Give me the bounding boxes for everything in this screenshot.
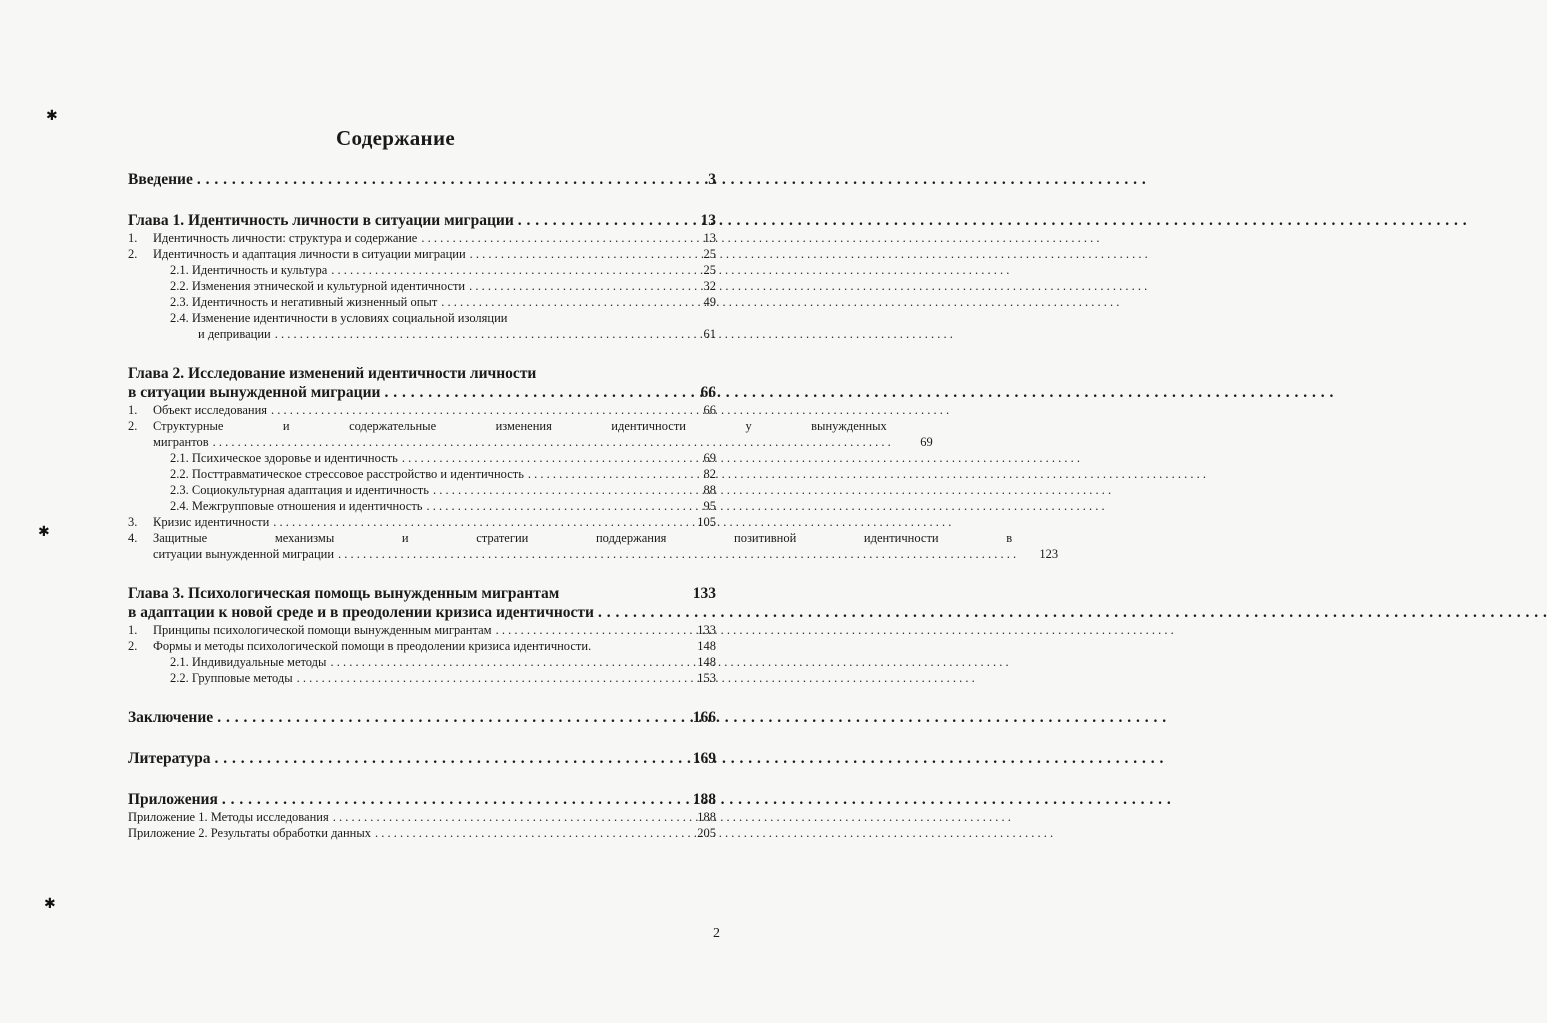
subitem-text: 2.1. Идентичность и культура	[170, 263, 328, 277]
dot-leader	[333, 809, 674, 825]
chapter-2-title-line-2: в ситуации вынужденной миграции	[128, 384, 381, 401]
appendix-item-page: 205	[697, 826, 716, 840]
ink-blot-icon: ✱	[38, 524, 50, 540]
toc-conclusion	[128, 708, 716, 727]
item-number: 1.	[128, 231, 138, 245]
toc-item-multiline	[128, 418, 933, 450]
table-of-contents	[128, 170, 1059, 841]
item-text: Идентичность и адаптация личности в ситуации миграции	[153, 247, 466, 261]
dot-leader	[469, 278, 674, 294]
dot-leader	[197, 170, 672, 189]
toc-appendix-item	[128, 825, 716, 841]
item-page: 25	[703, 247, 716, 261]
dot-leader	[273, 514, 674, 530]
toc-subitem	[128, 450, 716, 466]
subitem-text: 2.1. Психическое здоровье и идентичность	[170, 451, 398, 465]
chapter-2-page: 66	[700, 384, 716, 401]
subitem-page: 153	[697, 671, 716, 685]
toc-intro-label: Введение	[128, 171, 193, 188]
subitem-text: и депривации	[198, 327, 271, 341]
subitem-text: 2.1. Индивидуальные методы	[170, 655, 327, 669]
dot-leader	[330, 654, 674, 670]
item-text: Объект исследования	[153, 403, 268, 417]
toc-intro	[128, 170, 716, 189]
literature-page: 169	[692, 750, 716, 767]
toc-subitem	[128, 310, 716, 326]
toc-item	[128, 638, 716, 654]
chapter-1-page: 13	[700, 212, 716, 229]
subitem-page: 82	[703, 467, 716, 481]
chapter-1-title: Глава 1. Идентичность личности в ситуации миграции	[128, 212, 514, 229]
dot-leader	[375, 825, 674, 841]
subitem-page: 95	[703, 499, 716, 513]
subitem-text: 2.4. Межгрупповые отношения и идентичность	[170, 499, 423, 513]
toc-subitem	[128, 654, 716, 670]
dot-leader	[217, 708, 672, 727]
subitem-text: 2.4. Изменение идентичности в условиях социальной изоляции	[170, 311, 508, 325]
toc-appendix-item	[128, 809, 716, 825]
item-text: Кризис идентичности	[153, 515, 270, 529]
dot-leader	[338, 546, 1016, 562]
conclusion-page: 166	[692, 709, 716, 726]
dot-leader	[421, 230, 674, 246]
literature-label: Литература	[128, 750, 211, 767]
dot-leader	[433, 482, 674, 498]
subitem-page: 61	[703, 327, 716, 341]
toc-subitem	[128, 294, 716, 310]
appendix-item-page: 188	[697, 810, 716, 824]
subitem-page: 25	[703, 263, 716, 277]
dot-leader	[222, 790, 672, 809]
subitem-page: 88	[703, 483, 716, 497]
dot-leader	[214, 749, 672, 768]
item-page: 123	[1039, 547, 1059, 561]
toc-chapter-3	[128, 584, 716, 603]
page-title: Содержание	[336, 126, 455, 150]
subitem-page: 69	[703, 451, 716, 465]
item-page: 66	[703, 403, 716, 417]
dot-leader	[496, 622, 674, 638]
toc-item-multiline	[128, 530, 1059, 562]
chapter-2-title-line-1: Глава 2. Исследование изменений идентичности личности	[128, 365, 537, 382]
subitem-page: 49	[703, 295, 716, 309]
subitem-text: 2.2. Изменения этнической и культурной идентичности	[170, 279, 466, 293]
page-number: 2	[713, 926, 720, 941]
toc-chapter-2	[128, 383, 716, 402]
dot-leader	[331, 262, 674, 278]
toc-subitem	[128, 262, 716, 278]
toc-appendix	[128, 790, 716, 809]
dot-leader	[384, 383, 672, 402]
toc-item	[128, 514, 716, 530]
subitem-page: 148	[697, 655, 716, 669]
dot-leader	[518, 211, 672, 230]
dot-leader	[441, 294, 674, 310]
dot-leader	[528, 466, 674, 482]
item-text: Защитные механизмы и стратегии поддержания позитивной идентичности в	[153, 531, 1013, 545]
item-number: 2.	[128, 419, 138, 433]
toc-subitem	[128, 278, 716, 294]
toc-item	[128, 246, 716, 262]
subitem-page: 32	[703, 279, 716, 293]
toc-item	[128, 622, 716, 638]
dot-leader	[213, 434, 891, 450]
item-text: Принципы психологической помощи вынужденным мигрантам	[153, 623, 492, 637]
dot-leader	[297, 670, 674, 686]
toc-subitem	[128, 670, 716, 686]
toc-literature	[128, 749, 716, 768]
item-number: 1.	[128, 403, 138, 417]
subitem-text: 2.3. Социокультурная адаптация и идентичность	[170, 483, 429, 497]
item-number: 1.	[128, 623, 138, 637]
item-page: 13	[703, 231, 716, 245]
toc-subitem	[128, 482, 716, 498]
conclusion-label: Заключение	[128, 709, 214, 726]
dot-leader	[271, 402, 674, 418]
ink-blot-icon: ✱	[46, 108, 58, 124]
item-page: 133	[697, 623, 716, 637]
toc-subitem-continued	[128, 326, 716, 342]
chapter-3-title-line-2-row	[128, 603, 716, 622]
item-text: Идентичность личности: структура и содержание	[153, 231, 418, 245]
dot-leader	[275, 326, 674, 342]
item-text: Структурные и содержательные изменения идентичности у вынужденных	[153, 419, 887, 433]
dot-leader	[470, 246, 674, 262]
toc-chapter-1	[128, 211, 716, 230]
subitem-text: 2.2. Групповые методы	[170, 671, 293, 685]
item-text: ситуации вынужденной миграции	[153, 547, 335, 561]
item-page: 105	[697, 515, 716, 529]
toc-item	[128, 230, 716, 246]
ink-blot-icon: ✱	[44, 896, 56, 912]
chapter-3-title-line-1: Глава 3. Психологическая помощь вынужденным мигрантам	[128, 585, 560, 602]
subitem-text: 2.2. Посттравматическое стрессовое расстройство и идентичность	[170, 467, 524, 481]
item-text: Формы и методы психологической помощи в преодолении кризиса идентичности.	[153, 639, 592, 653]
item-page: 148	[697, 639, 716, 653]
item-number: 2.	[128, 247, 138, 261]
subitem-text: 2.3. Идентичность и негативный жизненный опыт	[170, 295, 438, 309]
toc-item	[128, 402, 716, 418]
item-page: 69	[920, 435, 933, 449]
item-number: 2.	[128, 639, 138, 653]
appendix-page: 188	[692, 791, 716, 808]
toc-intro-page: 3	[708, 171, 716, 188]
chapter-3-title-line-2: в адаптации к новой среде и в преодолении кризиса идентичности	[128, 604, 594, 621]
appendix-label: Приложения	[128, 791, 218, 808]
toc-subitem	[128, 498, 716, 514]
appendix-item-text: Приложение 2. Результаты обработки данных	[128, 826, 372, 840]
item-number: 3.	[128, 515, 138, 529]
item-number: 4.	[128, 531, 138, 545]
chapter-3-page: 133	[692, 585, 716, 602]
item-text: мигрантов	[153, 435, 209, 449]
toc-subitem	[128, 466, 716, 482]
dot-leader	[598, 603, 672, 622]
dot-leader	[402, 450, 674, 466]
dot-leader	[427, 498, 675, 514]
appendix-item-text: Приложение 1. Методы исследования	[128, 810, 329, 824]
